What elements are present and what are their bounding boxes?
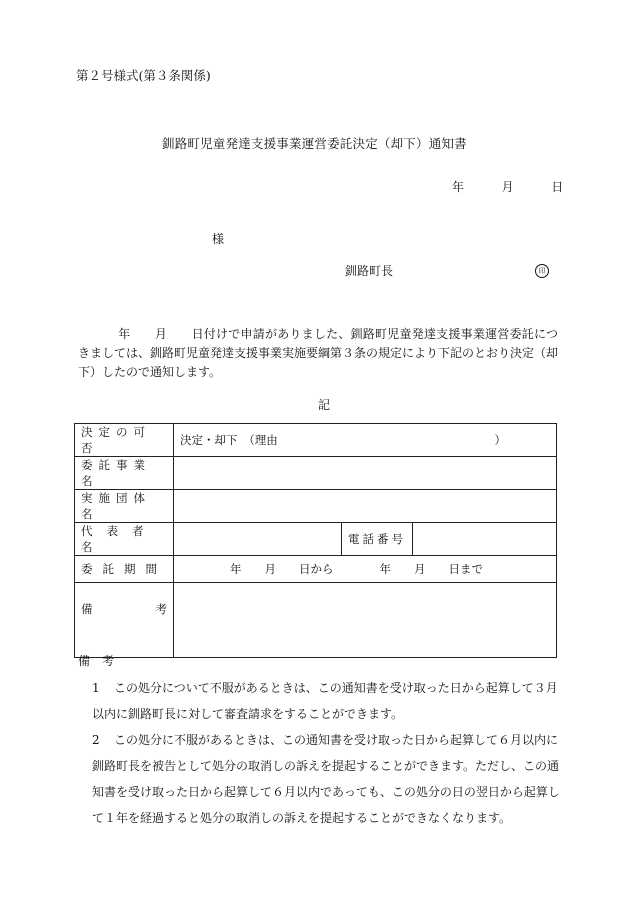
form-number: 第２号様式(第３条関係) — [76, 68, 211, 83]
business-label: 委託事業名 — [75, 457, 174, 490]
seal-icon: 印 — [535, 264, 549, 278]
table-row — [75, 583, 557, 658]
note-number: 1 — [92, 681, 100, 695]
note-text: この処分について不服があるときは、この通知書を受け取った日から起算して３月以内に釧路町長に対して審査請求をすることができます。 — [92, 681, 558, 721]
decision-label: 決定の可否 — [75, 424, 174, 457]
table-row — [75, 424, 557, 457]
table-row — [75, 556, 557, 583]
notes-heading: 備考 — [78, 654, 127, 668]
body-text-content: 年 月 日付けで申請がありました、釧路町児童発達支援事業運営委託につきましては、釧路町児童発達支援事業実施要綱第３条の規定により下記のとおり決定（却下）したので通知します。 — [78, 327, 559, 379]
sender: 釧路町長 — [345, 264, 394, 278]
table-row — [75, 457, 557, 490]
org-value — [174, 490, 557, 523]
note-item-2 — [92, 727, 568, 831]
rep-label: 代表者名 — [75, 523, 174, 556]
tel-label: 電話番号 — [342, 523, 413, 556]
detail-table — [74, 423, 557, 658]
date-year: 年 — [452, 180, 465, 194]
remarks-value — [174, 583, 557, 658]
decision-value-text: 決定・却下 （理由 — [180, 433, 278, 447]
business-value — [174, 457, 557, 490]
note-text: この処分に不服があるときは、この通知書を受け取った日から起算して６月以内に釧路町長を被告として処分の取消しの訴えを提起することができます。ただし、この通知書を受け取った日から起算して６月以内であっても、この処分の日の翌日から起算して１年を経過すると処分の取消しの訴えを提起することができなくなります。 — [92, 733, 560, 825]
rep-value — [174, 523, 342, 556]
addressee-suffix: 様 — [212, 232, 225, 246]
remarks-label — [75, 583, 174, 658]
note-item-1 — [92, 675, 568, 727]
table-row — [75, 523, 557, 556]
decision-value — [174, 424, 557, 457]
decision-close: ） — [494, 433, 506, 447]
remarks-label-2: 考 — [155, 602, 167, 616]
remarks-label-1: 備 — [81, 602, 93, 616]
date-month: 月 — [501, 180, 514, 194]
date-line — [452, 178, 563, 195]
ki-label: 記 — [318, 398, 331, 412]
document-title: 釧路町児童発達支援事業運営委託決定（却下）通知書 — [162, 136, 467, 151]
tel-value — [413, 523, 557, 556]
period-value: 年 月 日から 年 月 日まで — [174, 556, 557, 583]
org-label: 実施団体名 — [75, 490, 174, 523]
body-text — [78, 325, 558, 382]
date-day: 日 — [551, 180, 564, 194]
seal-mark — [535, 262, 549, 278]
table-row — [75, 490, 557, 523]
note-number: 2 — [92, 733, 100, 747]
period-label: 委託期間 — [75, 556, 174, 583]
